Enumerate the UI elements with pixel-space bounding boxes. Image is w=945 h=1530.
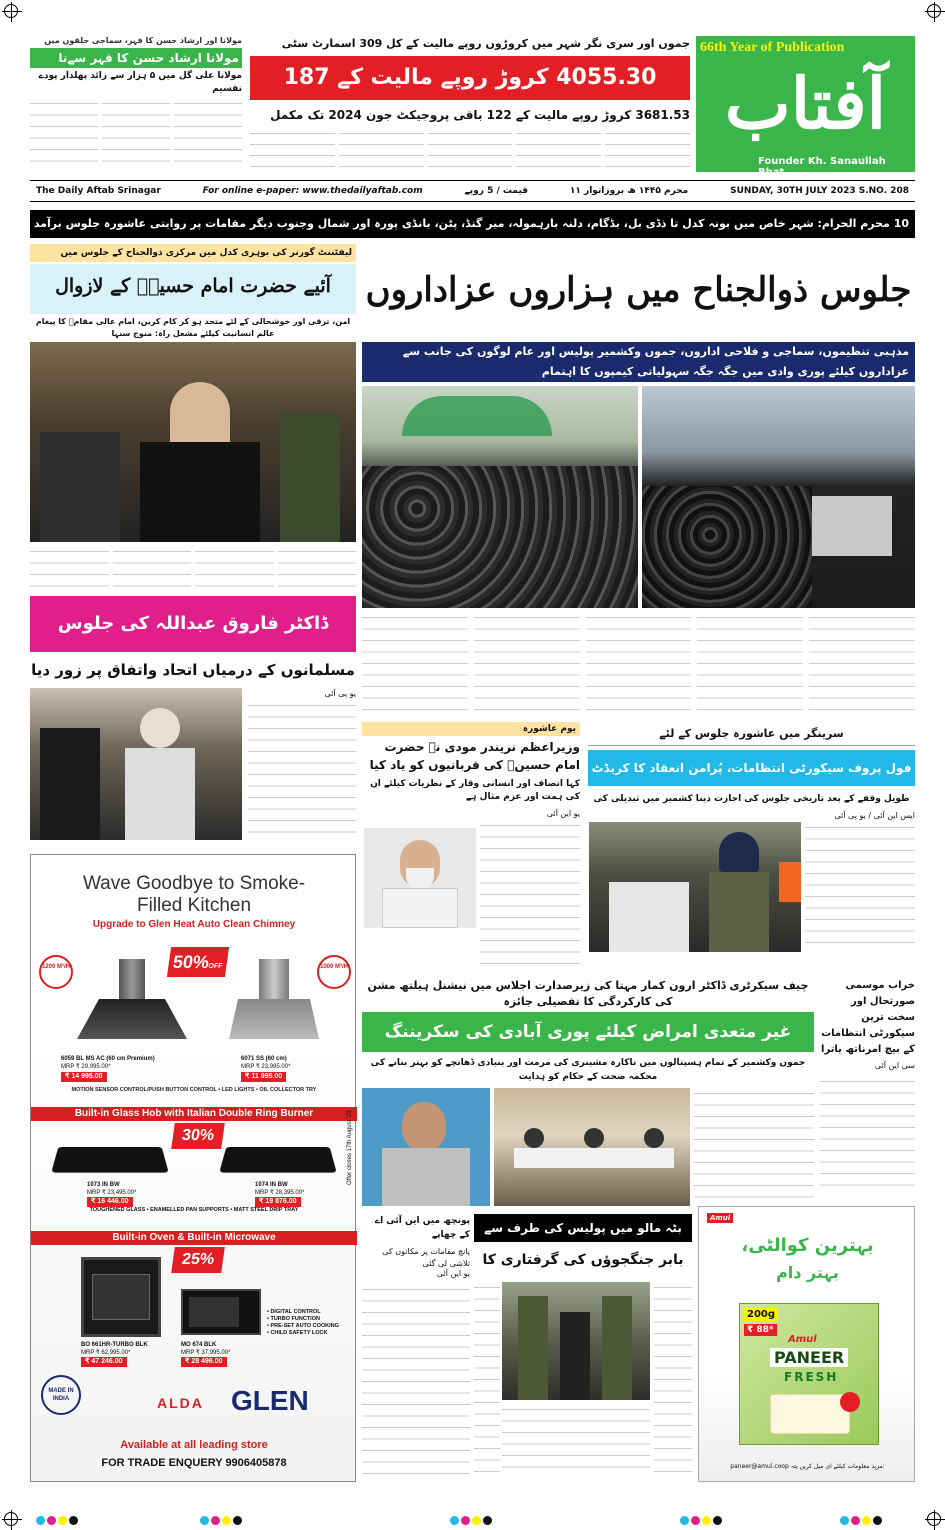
amul-headline-1: بہترین کوالٹی، (741, 1235, 874, 1256)
pack-weight: 200g (744, 1308, 778, 1321)
amul-logo: Amul (707, 1213, 733, 1223)
registration-mark-top-right (927, 4, 941, 18)
modi-byline: یو این آئی (546, 809, 580, 818)
hob-1-price: ₹ 16 446.00 (87, 1197, 133, 1207)
glen-ad-title: Wave Goodbye to Smoke-Filled Kitchen (82, 873, 306, 916)
hob-1-model: 1073 IN BW (87, 1182, 120, 1188)
lead-photo-crowd-1 (362, 386, 638, 608)
amul-ad (698, 1206, 915, 1482)
lg-col (195, 546, 274, 591)
modi-sub: کہا انصاف اور انسانی وقار کے نظریات کیلئے ان کی ہمت اور عزم مثال ہے (370, 779, 580, 802)
security-photo (589, 822, 801, 952)
lg-story (30, 244, 356, 589)
chief-sec-headline: غیر متعدی امراض کیلئے پوری آبادی کی سکریننگ (362, 1012, 814, 1052)
lg-kicker: لیفٹننٹ گورنر کی بوہری کدل میں مرکزی ذوالجناح کے جلوس میں (30, 244, 356, 262)
newspaper-logo: آفتاب (724, 62, 887, 145)
discount-badge-50 (167, 947, 229, 977)
glen-ad-subtitle: Upgrade to Glen Heat Auto Clean Chimney (92, 919, 296, 930)
modi-story (362, 722, 580, 972)
arrest-side-head: پونچھ میں این آئی اے کے چھاپے (374, 1216, 470, 1240)
hob-2-info (255, 1181, 355, 1207)
chief-sec-sub: جموں وکشمیر کے تمام ہسپتالوں میں ناکارہ مشینری کی مرمت اور بنیادی ڈھانچے کو بہتر بنانے کی محکمہ صحت کے حکام کو ہدایت (370, 1058, 806, 1082)
lead-col (697, 612, 803, 716)
chief-sec-photo-portrait (362, 1088, 490, 1206)
mw-price: ₹ 28 496.00 (181, 1357, 227, 1367)
mw-feature: • PRE-SET AUTO COOKING (267, 1323, 339, 1329)
microwave-image (181, 1289, 261, 1335)
arrest-side-sub: پانچ مقامات پر مکانوں کی تلاشی لی گئی (382, 1247, 470, 1268)
lg-col (30, 546, 109, 591)
arrest-photo (502, 1282, 650, 1400)
top-story-col (428, 128, 513, 168)
mw-feature: • CHILD SAFETY LOCK (267, 1330, 328, 1336)
top-left-kicker: مولانا اور ارشاد حسن کا قہر، سماجی حلقوں میں (44, 36, 242, 45)
lead-col (586, 612, 692, 716)
airflow-badge-1 (39, 955, 73, 989)
chimney-2 (229, 959, 319, 1049)
top-left-col-1 (30, 98, 98, 170)
airflow-value-2: 1000 M³/H (319, 964, 348, 970)
lead-headline: جلوس ذوالجناح میں ہزاروں عزاداروں (365, 270, 912, 310)
farooq-sub: مسلمانوں کے درمیاں اتحاد واتفاق پر زور دیا (31, 661, 355, 679)
top-story-banner: 4055.30 کروڑ روپے مالیت کے 187 (250, 56, 690, 100)
hob-2-mrp: MRP ₹ 28,395.00* (255, 1190, 305, 1196)
amul-footer: paneer@amul.coop مزید معلومات کیلئے ای میل کریں پتہ: (730, 1463, 885, 1470)
discount-value-30: 30% (180, 1127, 216, 1144)
chimney-features: MOTION SENSOR CONTROL/PUSH BUTTON CONTROL • LED LIGHTS • OIL COLLECTOR TRY (71, 1087, 317, 1093)
modi-col (480, 820, 580, 970)
farooq-byline: یو پی آئی (324, 689, 356, 698)
airflow-value-1: 1200 M³/H (41, 964, 70, 970)
security-col (805, 822, 915, 952)
chimney-2-info (241, 1055, 341, 1082)
mw-mrp: MRP ₹ 37,995.00* (181, 1350, 231, 1356)
modi-body-row (362, 808, 580, 970)
registration-mark-bottom-left (4, 1512, 18, 1526)
top-left-columns (30, 98, 242, 170)
modi-headline: وزیراعظم نریندر مودی نے حضرت امام حسینؑ کی قربانیوں کو یاد کیا (369, 740, 580, 772)
lead-col (809, 612, 915, 716)
glen-logo: GLEN (231, 1385, 309, 1416)
security-sub: طویل وقفے کے بعد تاریخی جلوس کی اجازت دینا کشمیر میں تبدیلی کی (593, 794, 910, 804)
pack-sub: FRESH (784, 1370, 839, 1384)
mw-feature: • TURBO FUNCTION (267, 1316, 320, 1322)
weather-story (820, 978, 915, 1198)
security-headline: فول پروف سیکورٹی انتظامات، پُرامن انعقاد کا کریڈٹ (588, 750, 915, 786)
hob-1-mrp: MRP ₹ 23,495.00* (87, 1190, 137, 1196)
chimney-2-mrp: MRP ₹ 23,995.00* (241, 1064, 291, 1070)
chimney-2-model: 6071 SS (60 cm) (241, 1056, 287, 1062)
discount-badge-30 (171, 1123, 225, 1149)
oven-title: Built-in Oven & Built-in Microwave (31, 1231, 357, 1245)
chief-sec-kicker: چیف سیکرٹری ڈاکٹر ارون کمار مہتا کی زیرصدارت اجلاس میں نیشنل ہیلتھ مشن کی کارکردگی کا تفصیلی جائزہ (367, 979, 809, 1008)
chief-sec-col (694, 1088, 814, 1206)
top-left-story (30, 36, 242, 172)
top-story-col (339, 128, 424, 168)
top-story-col (605, 128, 690, 168)
color-bar-left (36, 1516, 78, 1525)
made-in-india-text: MADE IN INDIA (48, 1388, 74, 1402)
price-label: قیمت / 5 روپے (464, 186, 529, 196)
lg-col (113, 546, 192, 591)
year-of-publication: 66th Year of Publication (700, 40, 845, 55)
arrest-side-col (362, 1284, 470, 1478)
modi-photo (364, 828, 476, 928)
arrest-kicker: بٹہ مالو میں پولیس کی طرف سے (474, 1214, 692, 1242)
top-left-col-3 (174, 98, 242, 170)
color-bar-center-right (680, 1516, 722, 1525)
lead-col (474, 612, 580, 716)
pack-brand: Amul (788, 1334, 817, 1345)
weather-byline: سی این آئی (874, 1061, 915, 1070)
registration-mark-top-left (4, 4, 18, 18)
lg-sub: امن، ترقی اور خوشحالی کے لئے متحد ہو کر کام کریں، امام عالی مقامؑ کا پیغام عالم انسانیت کیلئے مشعل راہ: منوج سنہا (35, 317, 351, 338)
top-story-sub: 3681.53 کروڑ روپے مالیت کے 122 باقی پروجیکٹ جون 2024 تک مکمل (270, 108, 690, 122)
color-bar-right (840, 1516, 882, 1525)
farooq-body-row (30, 688, 356, 840)
farooq-col (248, 700, 356, 840)
arrest-story (362, 1214, 692, 1482)
chimney-1-info (61, 1055, 201, 1082)
top-story-col (250, 128, 335, 168)
registration-mark-bottom-right (927, 1512, 941, 1526)
chief-sec-story (362, 978, 814, 1208)
top-left-col-2 (102, 98, 170, 170)
ticker-banner: 10 محرم الحرام: شہر خاص میں بونہ کدل تا ذڈی بل، بڈگام، دلنہ بارہمولہ، میر گنڈ، پٹن، بانڈی پورہ اور شمال وجنوب دیگر مقامات پر روایتی عاشورہ جلوس برآمد (30, 210, 915, 238)
arrest-col-left (474, 1282, 500, 1478)
hob-2-price: ₹ 19 876.00 (255, 1197, 301, 1207)
security-story (588, 722, 915, 972)
oven-price: ₹ 47 246.00 (81, 1357, 127, 1367)
made-in-india-badge (41, 1375, 81, 1415)
glen-ad (30, 854, 356, 1482)
color-bar-center (450, 1516, 492, 1525)
arrest-byline: یو این آئی (436, 1269, 470, 1278)
epaper-link[interactable]: For online e-paper: www.thedailyaftab.com (202, 186, 423, 196)
airflow-badge-2 (317, 955, 351, 989)
security-byline: ایس این آئی / یو پی آئی (834, 811, 915, 820)
paneer-pack (739, 1303, 879, 1445)
edition-date: SUNDAY, 30TH JULY 2023 S.NO. 208 (730, 186, 909, 196)
hob-2 (219, 1147, 336, 1173)
microwave-feature-list (267, 1309, 339, 1337)
hijri-date: ۱۱ محرم ۱۴۴۵ ھ بروزاتوار (569, 186, 689, 196)
chimney-1-price: ₹ 14 995.00 (61, 1072, 107, 1082)
enquiry-line: FOR TRADE ENQUERY 9906405878 (101, 1457, 287, 1469)
mw-model: MO 674 BLK (181, 1342, 217, 1348)
discount-badge-25 (171, 1247, 225, 1273)
top-story-kicker: جموں اور سری نگر شہر میں کروڑوں روپے مالیت کے کل 309 اسمارٹ سٹی (281, 37, 690, 50)
color-bar-center-left (200, 1516, 242, 1525)
founder-line: Founder Kh. Sanaullah Bhat (758, 156, 886, 178)
farooq-headline: ڈاکٹر فاروق عبداللہ کی جلوس (30, 596, 356, 652)
lead-body (362, 612, 915, 716)
oven-mrp: MRP ₹ 62,995.00* (81, 1350, 131, 1356)
mw-feature: • DIGITAL CONTROL (267, 1309, 321, 1315)
weather-headline: خراب موسمی صورتحال اور سخت ترین سیکورٹی انتظامات کے بیچ امرناتھ یاترا (821, 980, 915, 1055)
alda-logo: ALDA (157, 1395, 204, 1411)
hob-title: Built-in Glass Hob with Italian Double Ring Burner (31, 1107, 357, 1121)
pack-price: ₹ 88* (744, 1324, 777, 1336)
chief-sec-row (362, 1088, 814, 1206)
top-left-headline: مولانا ارشاد حسن کا قہر سےنا (30, 48, 242, 68)
amul-headline-2: بہتر دام (776, 1263, 839, 1282)
discount-value-50: 50% (171, 952, 211, 972)
lg-col (278, 546, 357, 591)
top-left-sub: مولانا علی گل میں ۵ ہزار سے زائد پھلدار پودے تقسیم (38, 71, 242, 94)
lead-photo-crowd-2 (642, 386, 915, 608)
hob-1 (51, 1147, 168, 1173)
hob-1-info (87, 1181, 187, 1207)
lead-col (362, 612, 468, 716)
masthead (696, 36, 915, 178)
arrest-col-bottom (502, 1404, 650, 1478)
top-story-col (516, 128, 601, 168)
oven-info (81, 1341, 181, 1367)
oven-image (81, 1257, 161, 1337)
discount-off-label: OFF (207, 963, 223, 970)
modi-kicker: یوم عاشورہ (362, 722, 580, 736)
top-story-columns (250, 128, 690, 168)
chimney-1-mrp: MRP ₹ 29,995.00* (61, 1064, 111, 1070)
top-center-story (250, 36, 690, 172)
offer-vertical: Offer closes 17th August '23 (347, 1110, 353, 1185)
security-body-row (588, 822, 915, 952)
chimney-2-price: ₹ 11 995.00 (241, 1072, 286, 1082)
lead-subhead: مذہبی تنظیموں، سماجی و فلاحی اداروں، جموں وکشمیر پولیس اور عام لوگوں کی جانب سے عزاداروں کیلئے پوری وادی میں جگہ جگہ سہولیاتی کیمپوں کا اہتمام (362, 342, 915, 382)
weather-col (820, 1076, 915, 1186)
chimney-1-model: 6059 BL MS AC (60 cm Premium) (61, 1056, 155, 1062)
farooq-photo (30, 688, 242, 840)
dateline-strip (30, 180, 915, 202)
microwave-info (181, 1341, 281, 1367)
security-kicker: سرینگر میں عاشورہ جلوس کے لئے (588, 722, 915, 746)
pack-name: PANEER (770, 1348, 848, 1367)
arrest-headline: بابر جنگجوؤں کی گرفتاری کا (482, 1252, 684, 1268)
lg-body (30, 546, 356, 591)
lg-photo (30, 342, 356, 542)
hob-2-model: 1074 IN BW (255, 1182, 288, 1188)
chief-sec-photo-meeting (494, 1088, 690, 1206)
lg-headline: آئیے حضرت امام حسینؑ کے لازوال (30, 264, 356, 314)
hob-features: TOUGHENED GLASS • ENAMELLED PAN SUPPORTS • MATT STEEL DRIP TRAY (89, 1207, 299, 1213)
arrest-col-right (654, 1282, 692, 1478)
oven-model: BO 661HR-TURBO BLK (81, 1342, 148, 1348)
available-line: Available at all leading store (120, 1439, 268, 1451)
farooq-story (30, 596, 356, 846)
strap-text: The Daily Aftab Srinagar (36, 186, 161, 196)
discount-value-25: 25% (180, 1251, 216, 1268)
